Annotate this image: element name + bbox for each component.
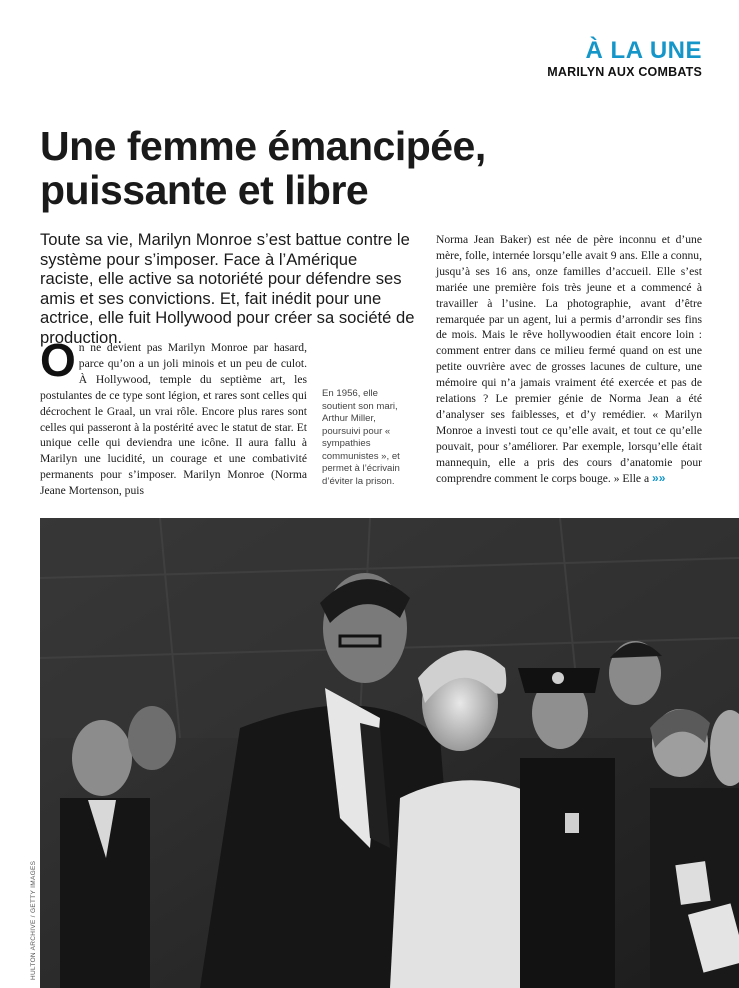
- body-column-right: [436, 232, 702, 487]
- section-header: [547, 38, 702, 80]
- photo-illustration: [40, 518, 739, 988]
- article-headline: Une femme émancipée, puissante et libre: [40, 123, 486, 213]
- photo-credit: HULTON ARCHIVE / GETTY IMAGES: [30, 860, 37, 980]
- section-title: À LA UNE: [585, 37, 702, 64]
- body-text-left: n ne devient pas Marilyn Monroe par hasard, parce qu’on a un joli minois et un peu de culot. À Hollywood, temple du septième art, les postulantes de ce type sont légion, et rares sont celles qui décrochent le Graal, un vrai rôle. Encore plus rares sont celles qui passeront à la postérité avec le statut de star. Et unique celle qui deviendra une icône. Il aura fallu à Marilyn une lucidité, un courage et une combativité permanents pour s’imposer. Marilyn Monroe (Norma Jeane Mortenson, puis: [40, 341, 307, 498]
- article-photo: [40, 518, 739, 988]
- body-text-right: Norma Jean Baker) est née de père inconnu et d’une mère, folle, internée lorsqu’elle avait 9 ans. Elle a connu, jusqu’à ses 16 ans, onze familles d’accueil. Elle s’est mariée une première fois très jeune et a commencé à travailler à l’usine. La photographie, avant d’être remarquée par un agent, lui a permis d’arrondir ses fins de mois. Mais le rêve hollywoodien était encore loin : comment entrer dans ce milieu fermé quand on est une petite ouvrière avec de grosses lacunes de culture, une mémoire qui n’a jamais vraiment été exercée et pas de relations ? Le premier génie de Norma Jean a été d’analyser ses faiblesses, et d’y remédier. « Marilyn Monroe a investi tout ce qu’elle avait, et tout ce qu’elle pouvait, pour s’améliorer. Par exemple, lorsqu’elle était mannequin, elle a pris des cours d’anatomie pour comprendre comment le corps bouge. » Elle a: [436, 233, 702, 485]
- body-column-left: [40, 334, 307, 499]
- section-subtitle: MARILYN AUX COMBATS: [547, 65, 702, 79]
- continue-arrow-icon: »»: [652, 470, 666, 485]
- article-lede: Toute sa vie, Marilyn Monroe s’est battue contre le système pour s’imposer. Face à l’Amérique raciste, elle active sa notoriété pour défendre ses amis et ses convictions. Et, fait inédit pour une actrice, elle fuit Hollywood pour créer sa société de production.: [40, 230, 415, 347]
- drop-cap: O: [40, 334, 76, 386]
- photo-caption: En 1956, elle soutient son mari, Arthur Miller, poursuivi pour « sympathies communistes », et permet à l’écrivain d’éviter la prison.: [322, 388, 400, 487]
